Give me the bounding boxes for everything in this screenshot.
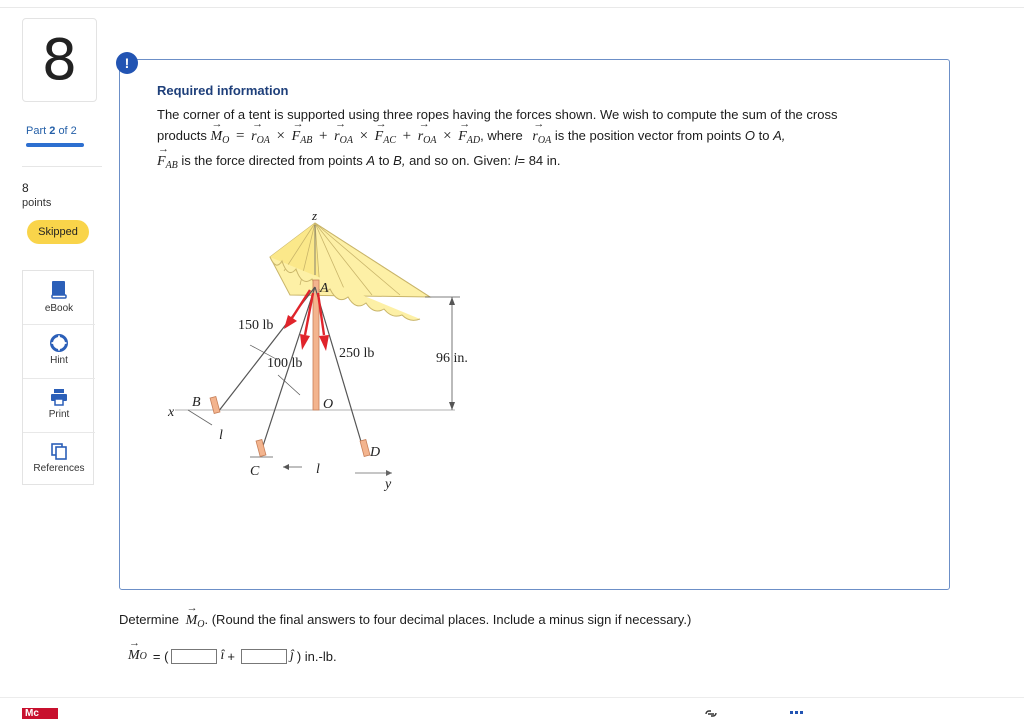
part-current: 2	[49, 125, 56, 137]
stake-b	[210, 396, 220, 413]
equals-sign: =	[236, 128, 245, 144]
printer-icon	[50, 388, 68, 406]
x-axis	[188, 410, 212, 425]
label-o: O	[323, 397, 334, 412]
force-arrowhead-ad	[319, 335, 329, 351]
print-label: Print	[48, 409, 70, 420]
r-vector: → r	[532, 129, 537, 145]
cross-sign: ×	[359, 128, 369, 144]
mcgraw-hill-logo: Mc	[22, 708, 58, 719]
sub-ab: AB	[300, 135, 313, 146]
ebook-button[interactable]	[23, 271, 95, 324]
height-dim-arrow-bottom	[449, 402, 455, 410]
leader-100	[278, 375, 300, 395]
tools-panel	[22, 270, 94, 485]
plus-sign: +	[227, 648, 235, 664]
given-text: and so on. Given:	[409, 153, 511, 168]
grid-icon[interactable]	[790, 708, 804, 719]
r-vector: → r	[418, 129, 423, 145]
answer-row	[128, 648, 337, 664]
references-label: References	[33, 463, 85, 474]
copy-icon	[50, 442, 68, 460]
plus-sign: +	[319, 128, 328, 144]
top-divider	[0, 7, 1024, 8]
points-value: 8	[22, 181, 29, 195]
references-button[interactable]	[23, 432, 95, 486]
cross-sign: ×	[443, 128, 452, 144]
footer-divider	[0, 697, 1024, 698]
f-vector: → F	[458, 129, 467, 145]
point-a: A	[366, 153, 376, 168]
r-vector: → r	[251, 129, 256, 145]
label-d: D	[370, 445, 381, 460]
given-variable: l	[514, 153, 518, 168]
label-force-100: 100 lb	[267, 356, 303, 371]
moment-subscript: O	[139, 650, 147, 662]
alert-icon: !	[116, 52, 138, 74]
f-vector: → F	[292, 129, 301, 145]
label-force-250: 250 lb	[339, 346, 375, 361]
sub-oa: OA	[423, 135, 437, 146]
sub-oa: OA	[339, 135, 353, 146]
question-instructions: . (Round the final answers to four decimal places. Include a minus sign if necessary.)	[204, 612, 692, 627]
problem-line-1: The corner of a tent is supported using three ropes having the forces shown. We wish to compute the sum of the cross	[157, 107, 838, 122]
determine-word: Determine	[119, 612, 179, 627]
label-c: C	[250, 464, 260, 479]
height-dim-arrow-top	[449, 297, 455, 305]
lifebuoy-icon	[50, 334, 68, 352]
rope-ad	[315, 287, 365, 455]
required-info-title: Required information	[157, 83, 289, 98]
tent-figure	[160, 205, 490, 495]
units-label: ) in.-lb.	[296, 648, 337, 664]
rope-ac	[260, 287, 315, 455]
label-height: 96 in.	[436, 351, 468, 366]
hint-button[interactable]	[23, 324, 95, 378]
question-prompt	[119, 612, 691, 630]
moment-vector: → M	[211, 129, 223, 145]
label-a: A	[320, 281, 329, 296]
label-force-150: 150 lb	[238, 318, 274, 333]
plus-sign: +	[402, 128, 412, 144]
cross-sign: ×	[276, 128, 286, 144]
moment-vector: → M	[128, 648, 140, 664]
f-vector: → F	[157, 154, 166, 170]
to-word: to	[758, 128, 770, 143]
position-vector-text: is the position vector from points	[554, 128, 742, 143]
r-vector: → r	[334, 129, 339, 145]
part-word: Part	[26, 125, 47, 137]
point-a: A,	[773, 128, 786, 143]
equals-paren: = (	[152, 648, 169, 664]
sidebar-divider	[22, 166, 102, 167]
problem-line-2	[157, 128, 785, 146]
i-component-input[interactable]	[171, 649, 217, 664]
status-badge: Skipped	[27, 220, 89, 244]
given-value: = 84 in.	[517, 153, 561, 168]
link-icon[interactable]	[703, 708, 719, 719]
sub-ab: AB	[165, 160, 178, 171]
moment-subscript: O	[197, 619, 205, 630]
ebook-label: eBook	[44, 303, 74, 314]
part-of: of 2	[58, 125, 77, 137]
part-indicator[interactable]	[26, 125, 77, 137]
force-directed-text: is the force directed from points	[181, 153, 363, 168]
j-hat: ĵ	[289, 648, 294, 663]
question-number: 8	[22, 18, 97, 102]
label-dim-l-1: l	[219, 428, 223, 443]
j-component-input[interactable]	[241, 649, 287, 664]
label-z: z	[312, 208, 318, 223]
sub-ac: AC	[383, 135, 396, 146]
products-word: products	[157, 128, 207, 143]
print-button[interactable]	[23, 378, 95, 432]
point-b: B,	[393, 153, 406, 168]
points-label: points	[22, 197, 52, 209]
f-vector: → F	[375, 129, 384, 145]
stake-d	[360, 439, 370, 456]
force-arrowhead-ab	[284, 315, 297, 329]
moment-subscript: O	[222, 135, 230, 146]
label-b: B	[192, 395, 201, 410]
problem-line-3	[157, 153, 561, 171]
hint-label: Hint	[50, 355, 68, 366]
sub-ad: AD	[466, 135, 481, 146]
part-progress-bar	[26, 143, 84, 147]
where-word: , where	[480, 128, 523, 143]
tent-canopy	[270, 223, 430, 320]
label-x: x	[168, 405, 175, 420]
label-y: y	[385, 477, 392, 492]
to-word: to	[378, 153, 390, 168]
question-sidebar	[0, 0, 104, 719]
dim-l-arrow	[283, 464, 289, 470]
sub-oa: OA	[256, 135, 270, 146]
force-arrowhead-ac	[300, 334, 310, 350]
point-o: O	[744, 128, 755, 143]
label-dim-l-2: l	[316, 462, 320, 477]
book-icon	[51, 280, 67, 300]
sub-oa: OA	[537, 135, 552, 146]
i-hat: î	[220, 648, 225, 663]
moment-vector: → M	[186, 613, 198, 629]
y-axis-arrow	[386, 470, 392, 476]
